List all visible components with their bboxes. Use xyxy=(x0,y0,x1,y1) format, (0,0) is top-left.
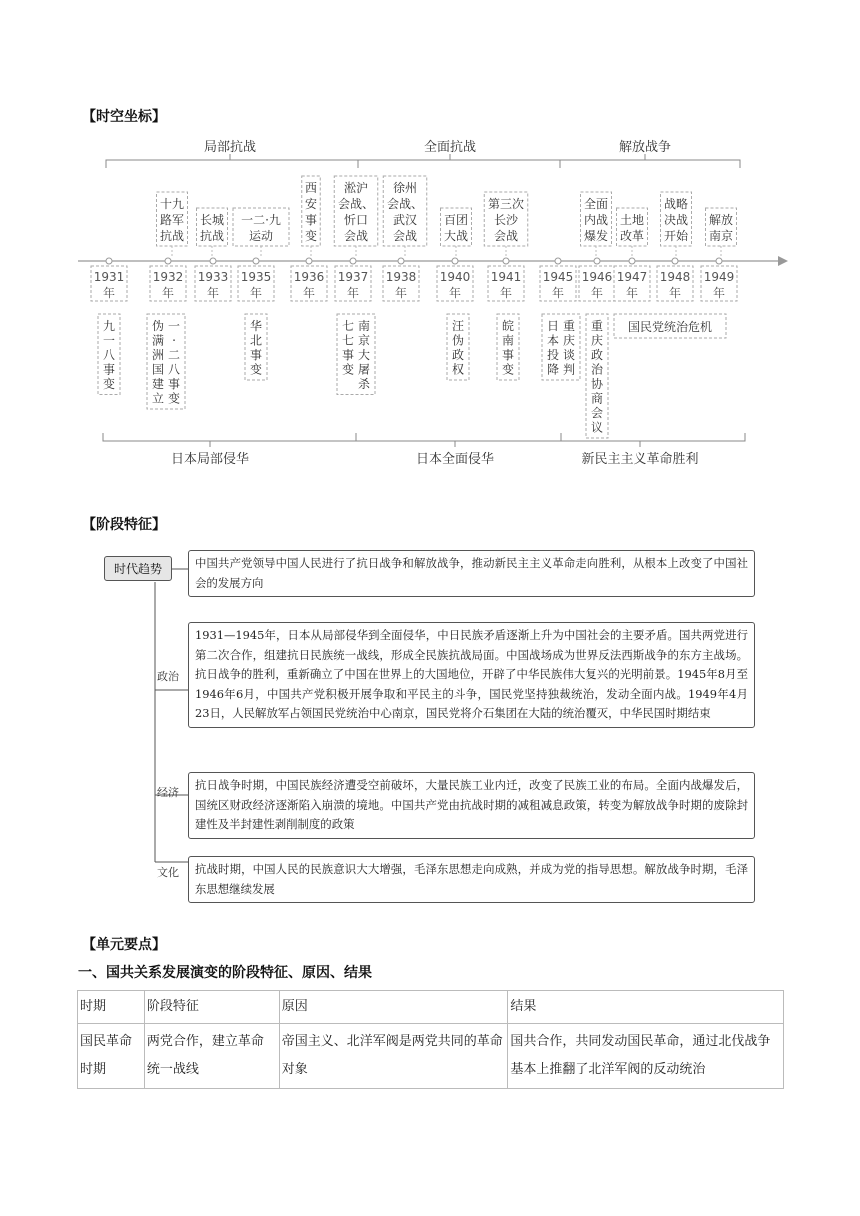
year-label: 1937 xyxy=(337,270,369,284)
event-label: 抗战 xyxy=(199,229,225,243)
event-char: 南 xyxy=(357,319,371,333)
timeline-node xyxy=(210,258,216,264)
event-label: 第三次 xyxy=(487,197,525,211)
table-cell: 帝国主义、北洋军阀是两党共同的革命对象 xyxy=(279,1024,508,1089)
event-char: 八 xyxy=(102,348,116,362)
event-char: 事 xyxy=(341,348,355,362)
event-char: 伪 xyxy=(451,333,465,348)
event-label: 长沙 xyxy=(493,213,519,227)
event-char: 变 xyxy=(501,362,515,377)
event-char: 变 xyxy=(102,377,116,391)
year-label: 1945 xyxy=(542,270,574,284)
table-header-cell: 原因 xyxy=(279,991,508,1024)
event-char: 政 xyxy=(590,348,604,362)
timeline-node xyxy=(106,258,112,264)
year-suffix: 年 xyxy=(206,286,220,300)
event-char: 重 xyxy=(562,319,576,333)
event-char: 协 xyxy=(590,377,604,391)
event-char: 议 xyxy=(590,420,604,435)
event-char: 变 xyxy=(167,391,181,406)
timeline-node xyxy=(350,258,356,264)
year-label: 1933 xyxy=(197,270,229,284)
event-char: 变 xyxy=(341,362,355,377)
timeline-node xyxy=(629,258,635,264)
event-char: 谈 xyxy=(562,348,576,362)
year-label: 1948 xyxy=(659,270,691,284)
event-label: 改革 xyxy=(619,229,645,243)
event-char: 汪 xyxy=(451,319,465,333)
year-suffix: 年 xyxy=(394,286,408,300)
event-label: 会战 xyxy=(343,229,369,243)
year-suffix: 年 xyxy=(499,286,513,300)
year-label: 1936 xyxy=(293,270,325,284)
event-label: 淞沪 xyxy=(343,181,369,195)
event-char: 伪 xyxy=(151,319,165,333)
table-cell: 两党合作，建立革命统一战线 xyxy=(144,1024,279,1089)
event-label: 解放 xyxy=(708,213,734,227)
table-cell: 国共合作，共同发动国民革命，通过北伐战争基本上推翻了北洋军阀的反动统治 xyxy=(508,1024,784,1089)
phase-diagram xyxy=(0,540,860,920)
event-char: 治 xyxy=(590,362,604,377)
event-char: 投 xyxy=(546,348,560,362)
event-char: 洲 xyxy=(151,348,165,362)
year-label: 1941 xyxy=(490,270,522,284)
event-label: 运动 xyxy=(248,229,274,243)
event-label: 爆发 xyxy=(583,229,609,243)
event-label: 百团 xyxy=(443,213,469,227)
year-suffix: 年 xyxy=(668,286,682,300)
event-char: 屠 xyxy=(357,362,371,377)
year-label: 1938 xyxy=(385,270,417,284)
event-label: 决战 xyxy=(663,213,689,227)
timeline-node xyxy=(306,258,312,264)
event-label: 会战、 xyxy=(337,197,375,211)
event-char: 庆 xyxy=(562,333,576,348)
event-label: 国民党统治危机 xyxy=(627,320,713,334)
event-char: 事 xyxy=(167,377,181,391)
event-char: 八 xyxy=(167,362,181,377)
table-header-cell: 阶段特征 xyxy=(144,991,279,1024)
culture-text: 抗战时期，中国人民的民族意识大大增强，毛泽东思想走向成熟，并成为党的指导思想。解放战争时期，毛泽东思想继续发展 xyxy=(188,856,755,903)
era-top-label: 解放战争 xyxy=(618,140,672,155)
event-char: 判 xyxy=(562,362,576,377)
trend-text: 中国共产党领导中国人民进行了抗日战争和解放战争，推动新民主主义革命走向胜利，从根本上改变了中国社会的发展方向 xyxy=(188,550,755,597)
timeline-node xyxy=(555,258,561,264)
points-heading: 【单元要点】 xyxy=(82,937,166,953)
timeline-node xyxy=(398,258,404,264)
timeline-node xyxy=(594,258,600,264)
event-char: 一 xyxy=(167,319,181,333)
event-char: 事 xyxy=(249,348,263,362)
event-char: 本 xyxy=(546,333,560,348)
event-char: 商 xyxy=(590,391,604,406)
event-label: 徐州 xyxy=(392,181,418,195)
event-label: 抗战 xyxy=(159,229,185,243)
event-char: 建 xyxy=(151,377,165,391)
event-label: 十九 xyxy=(159,197,185,211)
phase-heading: 【阶段特征】 xyxy=(82,517,166,533)
timeline-node xyxy=(716,258,722,264)
year-suffix: 年 xyxy=(102,286,116,300)
event-char: 事 xyxy=(501,348,515,362)
timeline-heading: 【时空坐标】 xyxy=(82,109,166,125)
event-label: 一二·九 xyxy=(241,213,281,227)
event-label: 战略 xyxy=(663,197,689,211)
year-label: 1935 xyxy=(240,270,272,284)
event-label: 长城 xyxy=(199,213,225,227)
timeline-node xyxy=(452,258,458,264)
event-char: 大 xyxy=(357,348,371,362)
year-suffix: 年 xyxy=(625,286,639,300)
event-char: 一 xyxy=(102,333,116,348)
event-label: 会战 xyxy=(392,229,418,243)
timeline-node xyxy=(503,258,509,264)
event-label: 会战、 xyxy=(386,197,424,211)
event-char: 变 xyxy=(249,362,263,377)
event-char: 国 xyxy=(151,362,165,377)
economy-label: 经济 xyxy=(157,786,179,799)
year-suffix: 年 xyxy=(712,286,726,300)
event-char: 京 xyxy=(357,333,371,348)
table-cell: 国民革命时期 xyxy=(78,1024,145,1089)
year-label: 1949 xyxy=(703,270,735,284)
era-bottom-label: 日本局部侵华 xyxy=(170,452,250,467)
year-suffix: 年 xyxy=(249,286,263,300)
table-row xyxy=(78,1024,784,1089)
timeline-diagram xyxy=(0,0,860,480)
event-label: 西 xyxy=(304,181,318,195)
era-top-label: 全面抗战 xyxy=(423,140,477,155)
event-label: 南京 xyxy=(708,229,734,243)
year-label: 1940 xyxy=(439,270,471,284)
table-header-row xyxy=(78,991,784,1024)
event-char: 重 xyxy=(590,319,604,333)
event-char: 南 xyxy=(501,333,515,348)
era-top-label: 局部抗战 xyxy=(203,140,257,155)
year-suffix: 年 xyxy=(448,286,462,300)
year-suffix: 年 xyxy=(551,286,565,300)
timeline-node xyxy=(253,258,259,264)
event-char: 九 xyxy=(102,319,116,333)
event-label: 开始 xyxy=(663,229,689,243)
era-bottom-label: 日本全面侵华 xyxy=(415,452,495,467)
year-label: 1931 xyxy=(93,270,125,284)
table-header-cell: 时期 xyxy=(78,991,145,1024)
year-suffix: 年 xyxy=(346,286,360,300)
event-char: 会 xyxy=(590,406,604,420)
event-label: 大战 xyxy=(443,229,469,243)
event-char: 立 xyxy=(151,391,165,406)
event-label: 内战 xyxy=(583,213,609,227)
points-subtitle: 一、国共关系发展演变的阶段特征、原因、结果 xyxy=(78,965,372,981)
politics-text: 1931—1945年，日本从局部侵华到全面侵华，中日民族矛盾逐渐上升为中国社会的主要矛盾。国共两党进行第二次合作，组建抗日民族统一战线，形成全民族抗战局面。中国战场成为世界反法西斯战争的东方主战场。抗日战争的胜利，重新确立了中国在世界上的大国地位，开辟了中华民族伟大复兴的光明前景。1945年8月至1946年6月，中国共产党积极开展争取和平民主的斗争，国民党坚持独裁统治，发动全面内战。1949年4月23日，人民解放军占领国民党统治中心南京，国民党将介石集团在大陆的统治覆灭，中华民国时期结束 xyxy=(188,622,755,728)
event-char: 满 xyxy=(151,333,165,348)
event-label: 路军 xyxy=(159,213,185,227)
politics-label: 政治 xyxy=(157,670,179,683)
event-char: 七 xyxy=(341,333,355,348)
culture-label: 文化 xyxy=(157,866,179,879)
year-label: 1932 xyxy=(152,270,184,284)
event-char: 北 xyxy=(249,333,263,348)
event-char: · xyxy=(172,333,176,348)
event-label: 忻口 xyxy=(343,213,369,227)
event-label: 会战 xyxy=(493,229,519,243)
year-label: 1947 xyxy=(616,270,648,284)
event-label: 全面 xyxy=(583,197,609,211)
year-suffix: 年 xyxy=(302,286,316,300)
event-char: 降 xyxy=(546,362,560,377)
event-label: 安 xyxy=(304,197,318,211)
timeline-node xyxy=(165,258,171,264)
event-label: 变 xyxy=(304,229,318,243)
year-label: 1946 xyxy=(581,270,613,284)
event-label: 土地 xyxy=(619,213,645,227)
era-bottom-label: 新民主主义革命胜利 xyxy=(581,452,699,467)
year-suffix: 年 xyxy=(590,286,604,300)
timeline-node xyxy=(672,258,678,264)
event-char: 七 xyxy=(341,319,355,333)
event-char: 庆 xyxy=(590,333,604,348)
event-char: 华 xyxy=(249,319,263,333)
year-suffix: 年 xyxy=(161,286,175,300)
table-header-cell: 结果 xyxy=(508,991,784,1024)
relations-table xyxy=(77,990,784,1089)
event-char: 事 xyxy=(102,362,116,377)
event-char: 政 xyxy=(451,348,465,362)
trend-label: 时代趋势 xyxy=(104,556,172,581)
event-char: 杀 xyxy=(357,377,371,391)
event-char: 日 xyxy=(546,319,560,333)
event-char: 皖 xyxy=(501,319,515,333)
economy-text: 抗日战争时期，中国民族经济遭受空前破坏，大量民族工业内迁，改变了民族工业的布局。全面内战爆发后，国统区财政经济逐渐陷入崩溃的境地。中国共产党由抗战时期的减租减息政策，转变为解放战争时期的废除封建性及半封建性剥削制度的政策 xyxy=(188,772,755,839)
event-char: 二 xyxy=(167,348,181,362)
event-char: 权 xyxy=(451,362,465,377)
event-label: 武汉 xyxy=(392,213,418,227)
event-label: 事 xyxy=(304,213,318,227)
